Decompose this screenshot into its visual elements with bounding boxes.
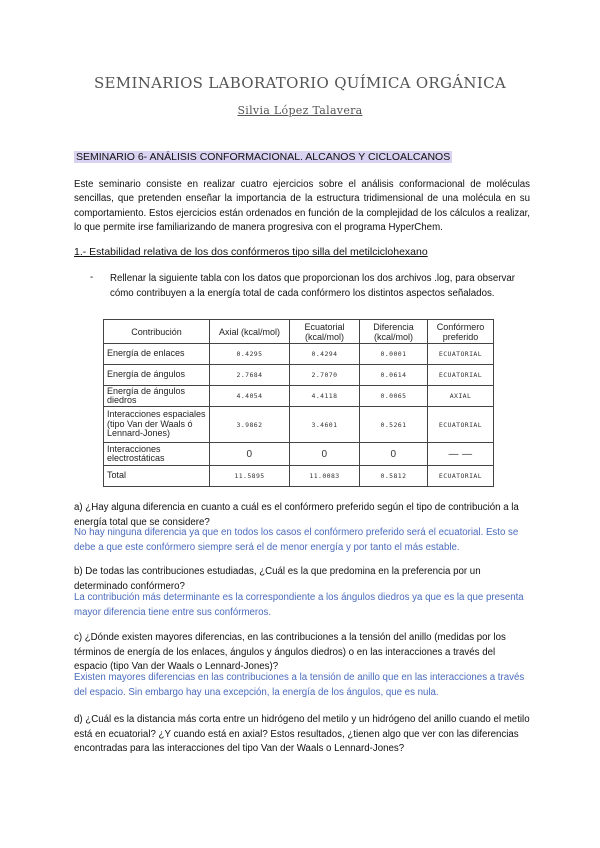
- bullet-mark: -: [90, 272, 94, 283]
- question-b: b) De todas las contribuciones estudiadas, ¿Cuál es la que predomina en la preferencia por un determinado confórmero?: [74, 566, 481, 592]
- cell-preferido: AXIAL: [428, 386, 494, 407]
- cell-ecuatorial: 3.4601: [290, 407, 360, 443]
- cell-preferido: ECUATORIAL: [428, 466, 494, 487]
- header-axial: Axial (kcal/mol): [210, 320, 290, 344]
- cell-ecuatorial: 0: [290, 443, 360, 466]
- cell-axial: 3.9862: [210, 407, 290, 443]
- cell-preferido: — —: [428, 443, 494, 466]
- header-contribucion: Contribución: [104, 320, 210, 344]
- exercise-instruction: Rellenar la siguiente tabla con los datos que proporcionan los dos archivos .log, para observar cómo contribuyen a la energía total de cada confórmero los distintos aspectos señalados.: [110, 273, 515, 299]
- answer-a: No hay ninguna diferencia ya que en todos los casos el confórmero preferido será el ecuatorial. Esto se debe a que este confórmero siempre será el de menor energía y por tanto el más estable.: [74, 527, 519, 553]
- row-label: Interacciones espaciales (tipo Van der Waals ó Lennard-Jones): [104, 407, 210, 443]
- cell-preferido: ECUATORIAL: [428, 365, 494, 386]
- table-row: [104, 344, 494, 365]
- energy-table: [103, 319, 494, 487]
- document-title: SEMINARIOS LABORATORIO QUÍMICA ORGÁNICA: [93, 74, 506, 92]
- table-row: [104, 386, 494, 407]
- question-d: d) ¿Cuál es la distancia más corta entre un hidrógeno del metilo y un hidrógeno del anillo cuando el metilo está en ecuatorial? ¿Y cuando está en axial? Estos resultados, ¿tienen algo que ver con las diferencias encontradas para las interacciones del tipo Van der Waals o Lennard-Jones?: [74, 714, 530, 755]
- cell-ecuatorial: 0.4294: [290, 344, 360, 365]
- cell-preferido: ECUATORIAL: [428, 344, 494, 365]
- header-diferencia: Diferencia (kcal/mol): [360, 320, 428, 344]
- cell-ecuatorial: 11.0083: [290, 466, 360, 487]
- row-label: [104, 386, 210, 407]
- cell-diferencia: 0.0065: [360, 386, 428, 407]
- cell-axial: 4.4054: [210, 386, 290, 407]
- section-title: SEMINARIO 6- ANÁLISIS CONFORMACIONAL. ALCANOS Y CICLOALCANOS: [76, 151, 451, 163]
- cell-preferido: ECUATORIAL: [428, 407, 494, 443]
- cell-diferencia: 0.5261: [360, 407, 428, 443]
- answer-c: Existen mayores diferencias en las contribuciones a la tensión de anillo que en las interacciones a través del espacio. Sin embargo hay una excepción, la energía de los ángulos, que es nula.: [74, 672, 525, 698]
- cell-diferencia: 0.0614: [360, 365, 428, 386]
- cell-diferencia: 0.0001: [360, 344, 428, 365]
- row-label: Total: [104, 466, 210, 487]
- row-label: Interacciones electrostáticas: [104, 443, 210, 466]
- table-row: [104, 443, 494, 466]
- row-label-text: Energía de ángulos diedros: [107, 385, 186, 405]
- row-label: Energía de enlaces: [104, 344, 210, 365]
- table-row: [104, 365, 494, 386]
- cell-axial: 0: [210, 443, 290, 466]
- cell-axial: 2.7684: [210, 365, 290, 386]
- exercise-heading: 1.- Estabilidad relativa de los dos confórmeros tipo silla del metilciclohexano: [74, 246, 428, 258]
- row-label: Energía de ángulos: [104, 365, 210, 386]
- question-a: a) ¿Hay alguna diferencia en cuanto a cuál es el confórmero preferido según el tipo de contribución a la energía total que se considere?: [74, 502, 519, 528]
- header-ecuatorial: Ecuatorial (kcal/mol): [290, 320, 360, 344]
- author-name: Silvia López Talavera: [237, 104, 363, 117]
- cell-diferencia: 0.5812: [360, 466, 428, 487]
- cell-axial: 0.4295: [210, 344, 290, 365]
- table-header-row: [104, 320, 494, 344]
- cell-ecuatorial: 4.4118: [290, 386, 360, 407]
- question-c: c) ¿Dónde existen mayores diferencias, en las contribuciones a la tensión del anillo (medidas por los términos de energía de los enlaces, ángulos y ángulos diedros) o en las interacciones a través del espacio (tipo Van der Waals o Lennard-Jones)?: [74, 632, 506, 673]
- table-row: [104, 466, 494, 487]
- cell-axial: 11.5895: [210, 466, 290, 487]
- intro-paragraph: Este seminario consiste en realizar cuatro ejercicios sobre el análisis conformacional de moléculas sencillas, que pretenden enseñar la importancia de la estructura tridimensional de una molécula en su comportamiento. Estos ejercicios están ordenados en función de la complejidad de los cálculos a realizar, lo que permite irse familiarizando de manera progresiva con el programa HyperChem.: [74, 179, 530, 234]
- header-preferido: Confórmero preferido: [428, 320, 494, 344]
- table-row: [104, 407, 494, 443]
- answer-b: La contribución más determinante es la correspondiente a los ángulos diedros ya que es la que presenta mayor diferencia tiene entre sus confórmeros.: [74, 592, 524, 618]
- cell-ecuatorial: 2.7070: [290, 365, 360, 386]
- cell-diferencia: 0: [360, 443, 428, 466]
